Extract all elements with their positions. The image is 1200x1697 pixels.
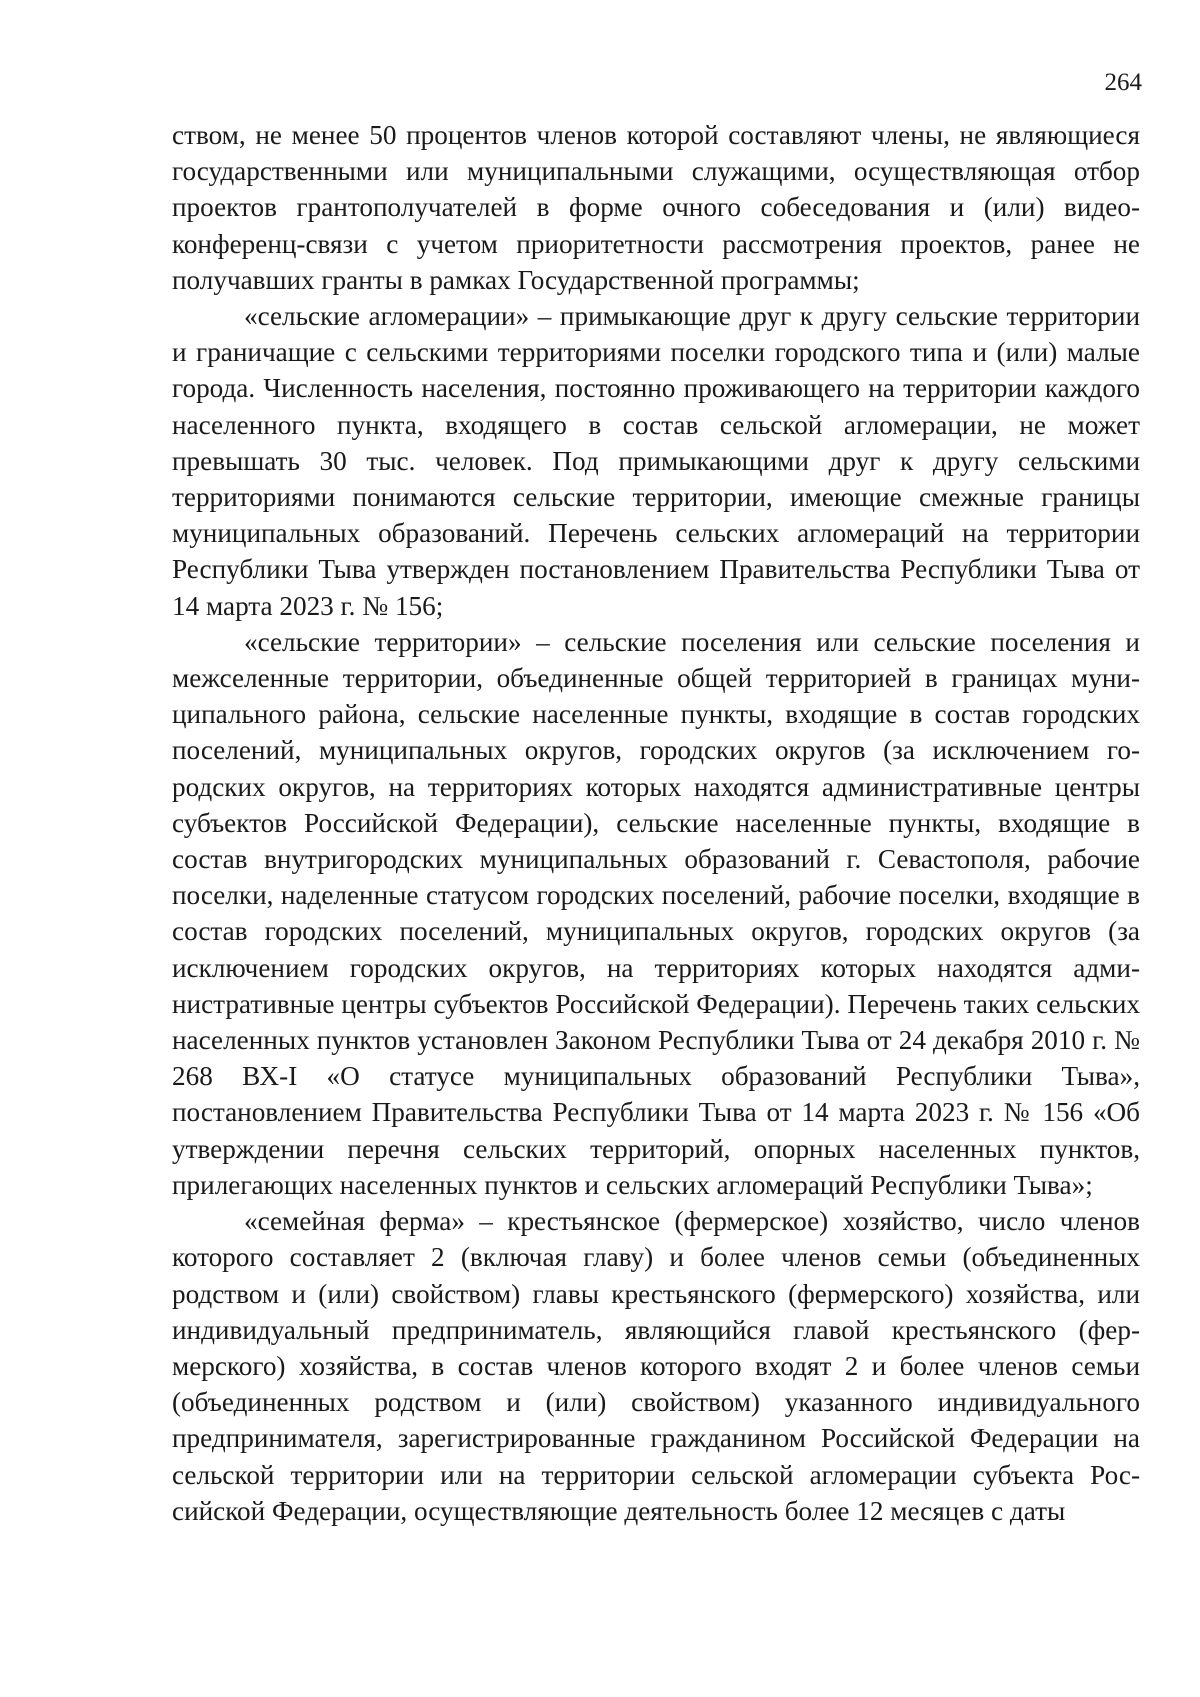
paragraph-family-farm: «семейная ферма» – крестьянское (фермерское) хозяйство, число членов которого составляет 2 (включая главу) и более членов семьи (объединенных родством и (или) свойством) главы крестьянского (фермерского) хозяйства, или индивидуальный предприниматель, являющийся главой крестьянского (фермерского) хозяйства, в состав членов которого входят 2 и более членов семьи (объединенных родством и (или) свойством) указанного индивидуального предпринимателя, зарегистрированные гражданином Российской Федерации на сельской территории или на территории сельской агломерации субъекта Российской Федерации, осуществляющие деятельность более 12 месяцев с даты (172, 1206, 1140, 1526)
document-body (172, 117, 1140, 1529)
paragraph-continuation: ством, не менее 50 процентов членов которой составляют члены, не являющиеся государственными или муниципальными служащими, осуществляющая отбор проектов грантополучателей в форме очного собеседования и (или) видеоконференц-связи с учетом приоритетности рассмотрения проектов, ранее не получавших гранты в рамках Государственной программы; (172, 120, 1140, 295)
paragraph-rural-agglomerations: «сельские агломерации» – примыкающие друг к другу сельские территории и граничащие с сельскими территориями поселки городского типа и (или) малые города. Численность населения, постоянно проживающего на территории каждого населенного пункта, входящего в состав сельской агломерации, не может превышать 30 тыс. человек. Под примыкающими друг к другу сельскими территориями понимаются сельские территории, имеющие смежные границы муниципальных образований. Перечень сельских агломераций на территории Республики Тыва утвержден постановлением Правительства Республики Тыва от 14 марта 2023 г. № 156; (172, 301, 1140, 621)
paragraph-rural-territories: «сельские территории» – сельские поселения или сельские поселения и межселенные территории, объединенные общей территорией в границах муниципального района, сельские населенные пункты, входящие в состав городских поселений, муниципальных округов, городских округов (за исключением городских округов, на территориях которых находятся административные центры субъектов Российской Федерации), сельские населенные пункты, входящие в состав внутригородских муниципальных образований г. Севастополя, рабочие поселки, наделенные статусом городских поселений, рабочие поселки, входящие в состав городских поселений, муниципальных округов, городских округов (за исключением городских округов, на территориях которых находятся административные центры субъектов Российской Федерации). Перечень таких сельских населенных пунктов установлен Законом Республики Тыва от 24 декабря 2010 г. № 268 ВХ-I «О статусе муниципальных образований Республики Тыва», постановлением Правительства Республики Тыва от 14 марта 2023 г. № 156 «Об утверждении перечня сельских территорий, опорных населенных пунктов, прилегающих населенных пунктов и сельских агломераций Республики Тыва»; (172, 626, 1140, 1200)
page-number: 264 (1104, 69, 1142, 96)
